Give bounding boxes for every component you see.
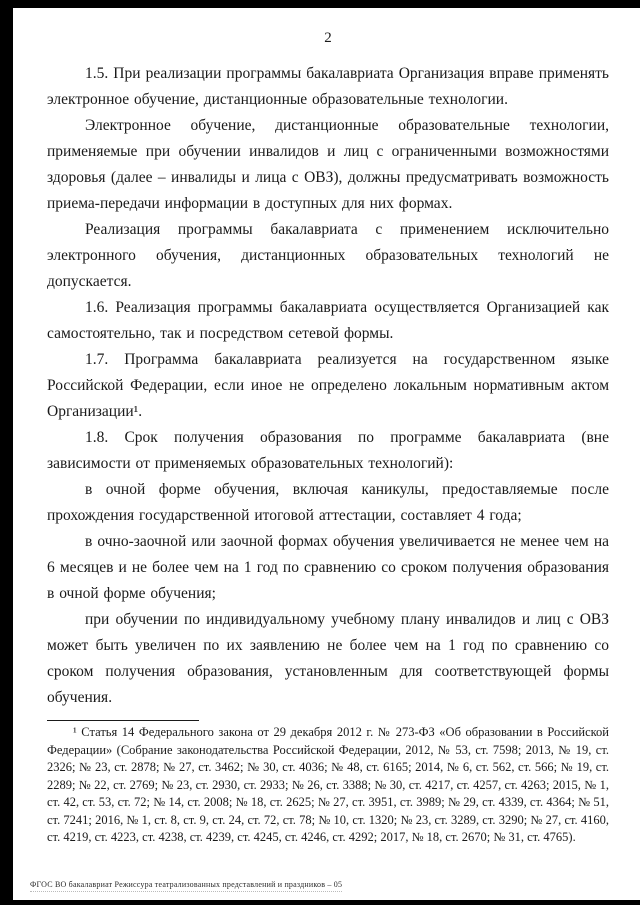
paragraph-1-6: 1.6. Реализация программы бакалавриата осуществляется Организацией как самостоятельно, так и посредством сетевой формы. xyxy=(47,299,609,342)
paragraph-1-5: 1.5. При реализации программы бакалавриата Организация вправе применять электронное обучение, дистанционные образовательные технологии. xyxy=(47,65,609,108)
page-content xyxy=(47,30,609,847)
page-number: 2 xyxy=(324,30,332,46)
page-footer: ФГОС ВО бакалавриат Режиссура театрализованных представлений и праздников – 05 xyxy=(30,880,342,892)
footnote-separator xyxy=(47,720,199,721)
scan-border-left xyxy=(0,0,13,905)
paragraph-full-time-term: в очной форме обучения, включая каникулы, предоставляемые после прохождения государственной итоговой аттестации, составляет 4 года; xyxy=(47,481,609,524)
paragraph-1-7: 1.7. Программа бакалавриата реализуется на государственном языке Российской Федерации, если иное не определено локальным нормативным актом Организации¹. xyxy=(47,351,609,420)
paragraph-e-learning: Электронное обучение, дистанционные образовательные технологии, применяемые при обучении инвалидов и лиц с ограниченными возможностями здоровья (далее – инвалиды и лица с ОВЗ), должны предусматривать возможность приема-передачи информации в доступных для них формах. xyxy=(47,117,609,212)
paragraph-1-8: 1.8. Срок получения образования по программе бакалавриата (вне зависимости от применяемых образовательных технологий): xyxy=(47,429,609,472)
scan-border-top xyxy=(0,0,640,8)
footnote: ¹ Статья 14 Федерального закона от 29 декабря 2012 г. № 273-ФЗ «Об образовании в Российской Федерации» (Собрание законодательства Российской Федерации, 2012, № 53, ст. 7598; 2013, № 19, ст. 2326; № 23, ст. 2878; № 27, ст. 3462; № 30, ст. 4036; № 48, ст. 6165; 2014, № 6, ст. 562, ст. 566; № 19, ст. 2289; № 22, ст. 2769; № 23, ст. 2930, ст. 2933; № 26, ст. 3388; № 30, ст. 4217, ст. 4257, ст. 4263; 2015, № 1, ст. 42, ст. 53, ст. 72; № 14, ст. 2008; № 18, ст. 2625; № 27, ст. 3951, ст. 3989; № 29, ст. 4339, ст. 4364; № 51, ст. 7241; 2016, № 1, ст. 8, ст. 9, ст. 24, ст. 72, ст. 78; № 10, ст. 1320; № 23, ст. 3289, ст. 3290; № 27, ст. 4160, ст. 4219, ст. 4223, ст. 4238, ст. 4239, ст. 4245, ст. 4246, ст. 4292; 2017, № 18, ст. 2670; № 31, ст. 4765). xyxy=(47,725,609,844)
paragraph-part-time-term: в очно-заочной или заочной формах обучения увеличивается не менее чем на 6 месяцев и не более чем на 1 год по сравнению со сроком получения образования в очной форме обучения; xyxy=(47,533,609,602)
scan-border-bottom xyxy=(0,900,640,905)
body-text xyxy=(47,61,609,711)
paragraph-no-exclusive-elearning: Реализация программы бакалавриата с применением исключительно электронного обучения, дистанционных образовательных технологий не допускается. xyxy=(47,221,609,290)
paragraph-individual-plan-term: при обучении по индивидуальному учебному плану инвалидов и лиц с ОВЗ может быть увеличен по их заявлению не более чем на 1 год по сравнению со сроком получения образования, установленным для соответствующей формы обучения. xyxy=(47,611,609,706)
